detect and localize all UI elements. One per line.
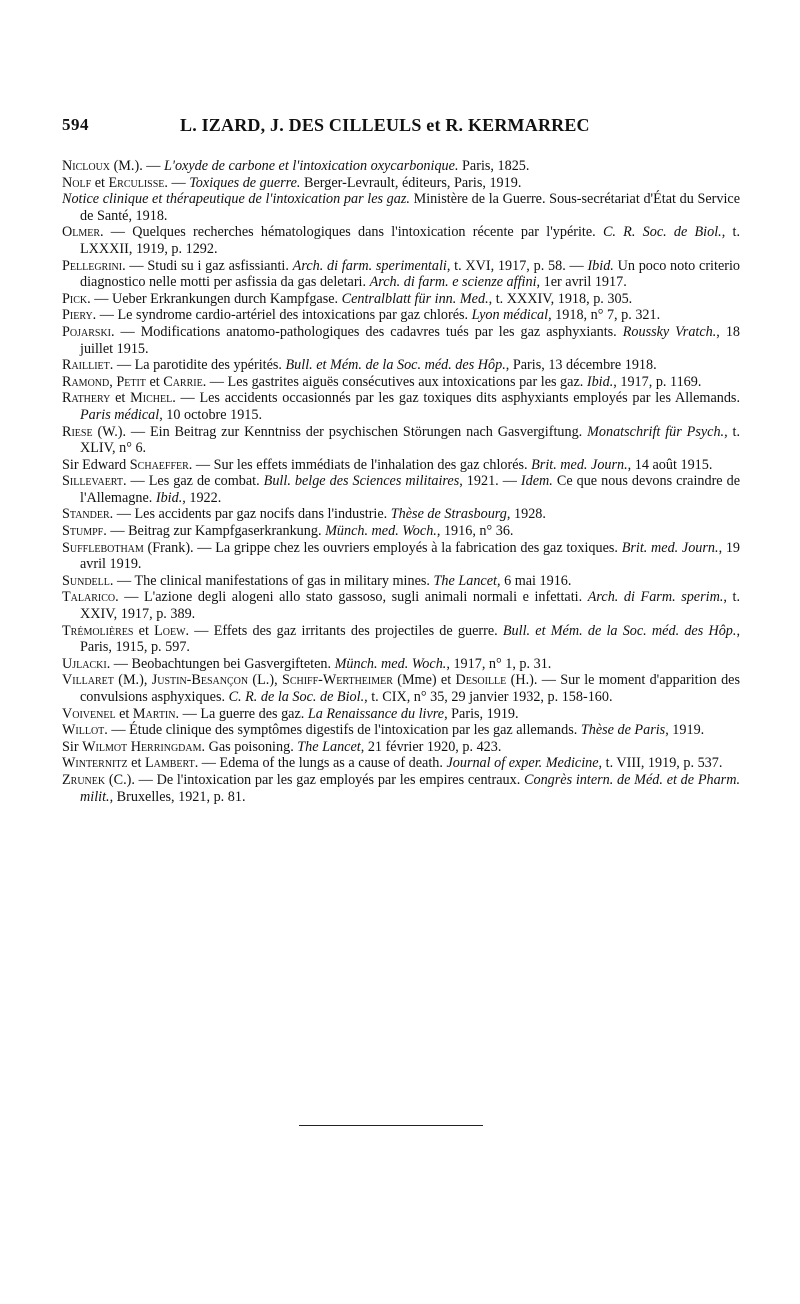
reference-text: , 1922.: [182, 489, 222, 506]
reference-journal: Brit. med. Journ.: [531, 456, 628, 473]
author: Nolf: [62, 174, 92, 191]
reference-text: et: [145, 373, 164, 390]
author: Stumpf: [62, 523, 104, 540]
reference-text: , 1919.: [665, 722, 705, 739]
author: Olmer: [62, 224, 101, 241]
reference-journal: Monatschrift für Psych.: [587, 423, 725, 440]
reference-entry: [62, 390, 740, 423]
reference-journal: C. R. Soc. de Biol.: [602, 224, 722, 241]
author: Pick: [62, 290, 88, 307]
reference-text: . Gas poisoning.: [201, 738, 298, 755]
reference-text: , t. XXXIV, 1918, p. 305.: [488, 290, 633, 307]
reference-text: , 1916, n° 36.: [436, 523, 514, 540]
author: Ramond: [62, 373, 110, 390]
reference-entry: [62, 258, 740, 291]
author: Nicloux: [62, 158, 111, 174]
reference-text: Sir: [62, 738, 83, 755]
reference-text: . — La guerre des gaz.: [175, 705, 308, 722]
reference-entry: [62, 589, 740, 622]
reference-journal: Thèse de Strasbourg: [390, 506, 507, 523]
reference-entry: [62, 672, 740, 705]
page-header: [0, 115, 800, 143]
reference-text: . — Modifications anatomo-pathologiques des cadavres tués par les gaz asphyxiants.: [111, 323, 623, 340]
reference-journal: Lyon médical: [471, 307, 549, 324]
page-number: 594: [62, 115, 89, 134]
reference-text: . — Étude clinique des symptômes digestifs de l'intoxication par les gaz allemands.: [104, 722, 581, 739]
reference-entry: [62, 291, 740, 308]
reference-text: . — Ueber Erkrankungen durch Kampfgase.: [87, 290, 342, 307]
author: Rathery: [62, 390, 111, 407]
reference-text: et: [115, 705, 133, 722]
author: Justin-Besançon: [151, 672, 249, 689]
author: Trémolières: [62, 622, 134, 639]
reference-entry: [62, 722, 740, 739]
author: Pojarski: [62, 323, 112, 340]
reference-entry: [62, 307, 740, 324]
end-rule: [299, 1125, 483, 1126]
reference-journal: The Lancet: [297, 738, 361, 755]
reference-text: (L.),: [248, 672, 282, 689]
reference-entry: [62, 324, 740, 357]
reference-entry: [62, 191, 740, 224]
reference-text: . — Beobachtungen bei Gasvergifteten.: [106, 655, 335, 672]
author: Michel: [130, 390, 173, 407]
author: Pellegrini: [62, 257, 123, 274]
author: Wilmot Herringdam: [82, 738, 202, 755]
reference-journal: Roussky Vratch.: [622, 323, 717, 340]
reference-entry: [62, 374, 740, 391]
author: Willot: [62, 722, 105, 739]
reference-journal: Congrès intern. de Méd. et de Pharm. milit.: [80, 771, 740, 805]
reference-entry: [62, 656, 740, 673]
reference-ibid: Ibid.: [155, 489, 183, 506]
reference-text: , t. LXXXII, 1919, p. 1292.: [80, 224, 740, 257]
reference-entry: [62, 706, 740, 723]
reference-text: (Mme) et: [392, 672, 456, 689]
reference-text: , t. XXIV, 1917, p. 389.: [80, 589, 740, 623]
reference-journal: Münch. med. Woch.: [334, 655, 447, 672]
reference-text: . — Les accidents par gaz nocifs dans l'industrie.: [109, 506, 391, 523]
reference-entry: [62, 573, 740, 590]
reference-text: . — L'azione degli alogeni allo stato gassoso, sugli animali normali e infettati.: [115, 589, 588, 606]
reference-journal: The Lancet: [433, 572, 497, 589]
author: Ujlacki: [62, 655, 107, 672]
reference-journal: Brit. med. Journ.: [621, 539, 719, 556]
reference-text: , 1917, p. 1169.: [613, 373, 702, 390]
author: Railliet: [62, 357, 110, 374]
reference-title: Notice clinique et thérapeutique de l'intoxication par les gaz.: [62, 191, 410, 208]
reference-journal: Bull. et Mém. de la Soc. méd. des Hôp.: [285, 357, 506, 374]
reference-ibid: Ibid.: [587, 257, 614, 274]
reference-text: , 14 août 1915.: [627, 456, 713, 473]
reference-ibid: Ibid.: [586, 373, 614, 390]
reference-text: . — Sur les effets immédiats de l'inhalation des gaz chlorés.: [188, 456, 532, 473]
reference-text: , 19 avril 1919.: [80, 539, 741, 573]
reference-entry: [62, 523, 740, 540]
author: Martin: [132, 705, 176, 722]
reference-text: (Frank). — La grippe chez les ouvriers employés à la fabrication des gaz toxiques.: [143, 539, 622, 556]
author: Talarico: [62, 589, 116, 606]
reference-text: Ministère de la Guerre. Sous-secrétariat d'État du Service de Santé, 1918.: [80, 191, 740, 224]
reference-text: , 1921. —: [459, 473, 521, 490]
reference-text: Sir Edward: [62, 456, 130, 473]
author: Stander: [62, 506, 110, 523]
reference-entry: [62, 224, 740, 257]
reference-text: , t. VIII, 1919, p. 537.: [598, 755, 723, 772]
reference-entry: [62, 623, 740, 656]
reference-text: . — Les gaz de combat.: [123, 473, 264, 490]
reference-text: . — La parotidite des ypérités.: [109, 357, 286, 374]
reference-title: La Renaissance du livre: [307, 705, 445, 722]
reference-text: ,: [109, 373, 117, 390]
reference-text: (M.),: [113, 672, 152, 689]
author: Winternitz: [62, 755, 128, 772]
author: Erculisse: [108, 174, 165, 191]
author: Sufflebotham: [62, 539, 144, 556]
reference-text: et: [110, 390, 131, 407]
reference-journal: Bull. belge des Sciences militaires: [263, 473, 460, 490]
reference-text: (M.). —: [110, 158, 165, 174]
author: Petit: [116, 373, 146, 390]
reference-entry: [62, 506, 740, 523]
reference-text: et: [133, 622, 155, 639]
reference-entry: [62, 357, 740, 374]
author: Desoille: [455, 672, 507, 689]
reference-text: , 1918, n° 7, p. 321.: [548, 307, 661, 324]
reference-title: Thèse de Paris: [580, 722, 666, 739]
author: Zrunek: [62, 771, 106, 788]
author: Sundell: [62, 572, 110, 589]
author: Schaeffer: [129, 456, 189, 473]
author: Schiff-Wertheimer: [281, 672, 393, 689]
reference-text: (C.). — De l'intoxication par les gaz employés par les empires centraux.: [105, 771, 525, 788]
reference-text: Ce que nous devons craindre de l'Allemagne.: [80, 473, 740, 506]
reference-text: , Paris, 1915, p. 597.: [80, 622, 740, 656]
reference-text: , 1er avril 1917.: [536, 274, 627, 291]
reference-entry: [62, 175, 740, 192]
reference-text: . — The clinical manifestations of gas in military mines.: [109, 572, 434, 589]
reference-text: , 1917, n° 1, p. 31.: [446, 655, 552, 672]
reference-text: , Bruxelles, 1921, p. 81.: [109, 788, 246, 805]
running-head: L. IZARD, J. DES CILLEULS et R. KERMARREC: [180, 115, 590, 135]
author: Villaret: [62, 672, 114, 689]
reference-text: , t. XLIV, n° 6.: [80, 423, 740, 457]
reference-text: (W.). — Ein Beitrag zur Kenntniss der psychischen Störungen nach Gasvergiftung.: [92, 423, 588, 440]
reference-text: . — Beitrag zur Kampfgaserkrankung.: [103, 523, 326, 540]
reference-text: . — Edema of the lungs as a cause of death.: [194, 755, 447, 772]
author: Riese: [62, 423, 93, 440]
reference-text: , 6 mai 1916.: [496, 572, 572, 589]
reference-text: et: [127, 755, 145, 772]
reference-journal: Centralblatt für inn. Med.: [341, 290, 489, 307]
reference-text: . — Le syndrome cardio-artériel des intoxications par gaz chlorés.: [92, 307, 472, 324]
reference-journal: Arch. di farm. sperimentali: [292, 257, 447, 274]
bibliography-list: [62, 158, 740, 805]
reference-entry: [62, 772, 740, 805]
reference-text: , Paris, 13 décembre 1918.: [505, 357, 657, 374]
author: Piery: [62, 307, 93, 324]
reference-title: L'oxyde de carbone et l'intoxication oxycarbonique.: [164, 158, 459, 174]
reference-journal: Arch. di Farm. sperim.: [587, 589, 724, 606]
reference-text: , 10 octobre 1915.: [159, 406, 263, 423]
reference-journal: Münch. med. Woch.: [325, 523, 437, 540]
reference-text: , 21 février 1920, p. 423.: [360, 738, 502, 755]
reference-entry: [62, 424, 740, 457]
reference-journal: C. R. de la Soc. de Biol.: [228, 689, 365, 705]
reference-text: Paris, 1825.: [458, 158, 530, 174]
reference-entry: [62, 540, 740, 573]
reference-entry: [62, 473, 740, 506]
author: Lambert: [144, 755, 195, 772]
reference-entry: [62, 158, 740, 175]
reference-title: Toxiques de guerre.: [189, 174, 301, 191]
reference-text: (H.). — Sur le moment d'apparition des convulsions asphyxiques.: [80, 672, 740, 705]
reference-text: , t. CIX, n° 35, 29 janvier 1932, p. 158-160.: [364, 689, 613, 705]
reference-entry: [62, 755, 740, 772]
reference-text: et: [91, 174, 109, 191]
author: Sillevaert: [62, 473, 123, 490]
reference-journal: Bull. et Mém. de la Soc. méd. des Hôp.: [502, 622, 737, 639]
reference-text: . — Effets des gaz irritants des projectiles de guerre.: [185, 622, 503, 639]
author: Loew: [154, 622, 186, 639]
reference-text: Un poco noto criterio diagnostico nelle motti per asfissia da gas deletari.: [80, 257, 740, 291]
reference-entry: [62, 739, 740, 756]
reference-journal: Paris médical: [80, 406, 160, 423]
reference-text: . — Les accidents occasionnés par les gaz toxiques dits asphyxiants employés par les Allemands.: [172, 390, 740, 407]
reference-text: . — Studi su i gaz asfissianti.: [122, 257, 293, 274]
reference-text: , 18 juillet 1915.: [80, 323, 741, 357]
reference-text: . — Les gastrites aiguës consécutives aux intoxications par les gaz.: [202, 373, 587, 390]
reference-idem: Idem.: [520, 473, 553, 490]
author: Carrie: [163, 373, 203, 390]
reference-entry: [62, 457, 740, 474]
reference-journal: Arch. di farm. e scienze affini: [369, 274, 537, 291]
reference-text: , t. XVI, 1917, p. 58. —: [446, 257, 588, 274]
author: Voivenel: [62, 705, 116, 722]
reference-text: Berger-Levrault, éditeurs, Paris, 1919.: [300, 174, 522, 191]
reference-text: , 1928.: [506, 506, 546, 523]
reference-journal: Journal of exper. Medicine: [446, 755, 599, 772]
reference-text: , Paris, 1919.: [444, 705, 519, 722]
reference-text: . — Quelques recherches hématologiques dans l'intoxication récente par l'ypérite.: [100, 224, 603, 241]
reference-text: . —: [164, 174, 190, 191]
